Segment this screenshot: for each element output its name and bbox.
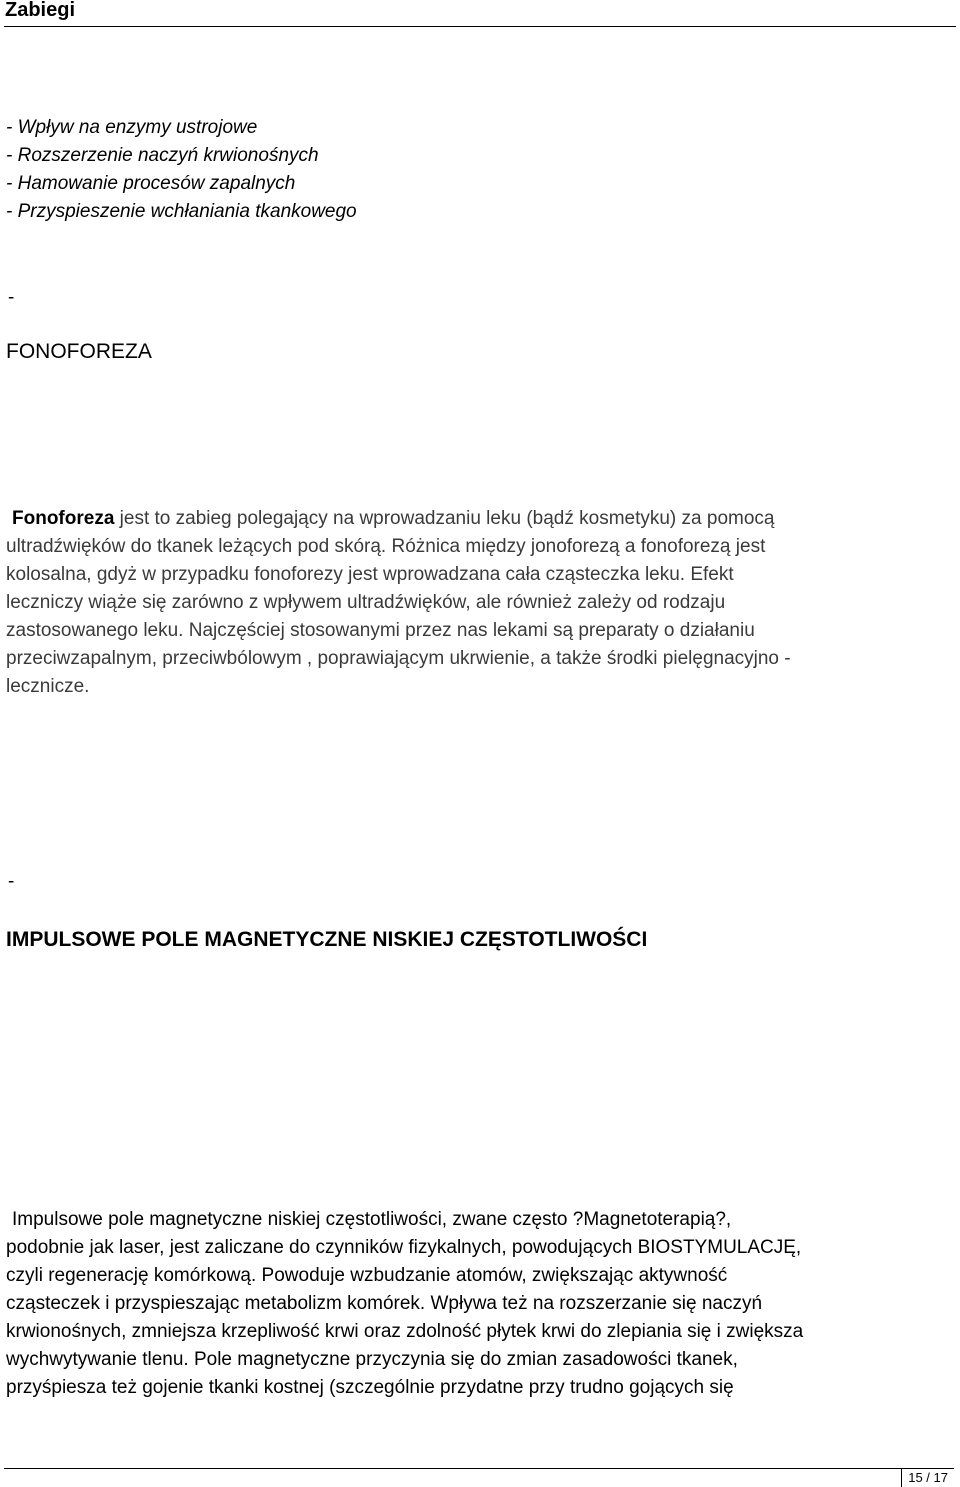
paragraph-line: lecznicze. [6, 676, 90, 697]
paragraph-line: Impulsowe pole magnetyczne niskiej częstotliwości, zwane często ?Magnetoterapią?, [12, 1209, 732, 1230]
paragraph-text: jest to zabieg polegający na wprowadzaniu leku (bądź kosmetyku) za pomocą [114, 508, 775, 529]
paragraph-line: podobnie jak laser, jest zaliczane do czynników fizykalnych, powodujących BIOSTYMULACJĘ, [6, 1237, 802, 1258]
fonoforeza-lead: Fonoforeza [12, 508, 115, 529]
paragraph-line: leczniczy wiąże się zarówno z wpływem ultradźwięków, ale również zależy od rodzaju [6, 592, 726, 613]
impulsowe-paragraph [6, 1206, 954, 1402]
page-header-title: Zabiegi [5, 0, 76, 21]
impulsowe-heading: IMPULSOWE POLE MAGNETYCZNE NISKIEJ CZĘSTOTLIWOŚCI [6, 928, 648, 951]
footer-rule [4, 1468, 954, 1469]
list-item: - Przyspieszenie wchłaniania tkankowego [6, 201, 357, 222]
effects-list [6, 114, 357, 226]
page-number: 15 / 17 [908, 1470, 948, 1485]
header-rule [4, 26, 956, 27]
paragraph-line: zastosowanego leku. Najczęściej stosowanymi przez nas lekami są preparaty o działaniu [6, 620, 755, 641]
list-item: - Rozszerzenie naczyń krwionośnych [6, 145, 319, 166]
paragraph-line [6, 505, 954, 533]
paragraph-line: kolosalna, gdyż w przypadku fonoforezy jest wprowadzana cała cząsteczka leku. Efekt [6, 564, 734, 585]
fonoforeza-paragraph [6, 505, 954, 701]
list-item: - Wpływ na enzymy ustrojowe [6, 117, 258, 138]
section-dash: - [8, 287, 15, 308]
paragraph-line: przeciwzapalnym, przeciwbólowym , poprawiającym ukrwienie, a także środki pielęgnacyjno - [6, 648, 791, 669]
paragraph-line: cząsteczek i przyspieszając metabolizm komórek. Wpływa też na rozszerzanie się naczyń [6, 1293, 763, 1314]
paragraph-line: przyśpiesza też gojenie tkanki kostnej (szczególnie przydatne przy trudno gojących się [6, 1377, 734, 1398]
section-dash: - [8, 871, 15, 892]
paragraph-line: krwionośnych, zmniejsza krzepliwość krwi oraz zdolność płytek krwi do zlepiania się i zwiększa [6, 1321, 804, 1342]
fonoforeza-heading: FONOFOREZA [6, 340, 152, 363]
list-item: - Hamowanie procesów zapalnych [6, 173, 296, 194]
paragraph-line: ultradźwięków do tkanek leżących pod skórą. Różnica między jonoforezą a fonoforezą jest [6, 536, 766, 557]
paragraph-line: wychwytywanie tlenu. Pole magnetyczne przyczynia się do zmian zasadowości tkanek, [6, 1349, 738, 1370]
paragraph-line: czyli regenerację komórkową. Powoduje wzbudzanie atomów, zwiększając aktywność [6, 1265, 728, 1286]
